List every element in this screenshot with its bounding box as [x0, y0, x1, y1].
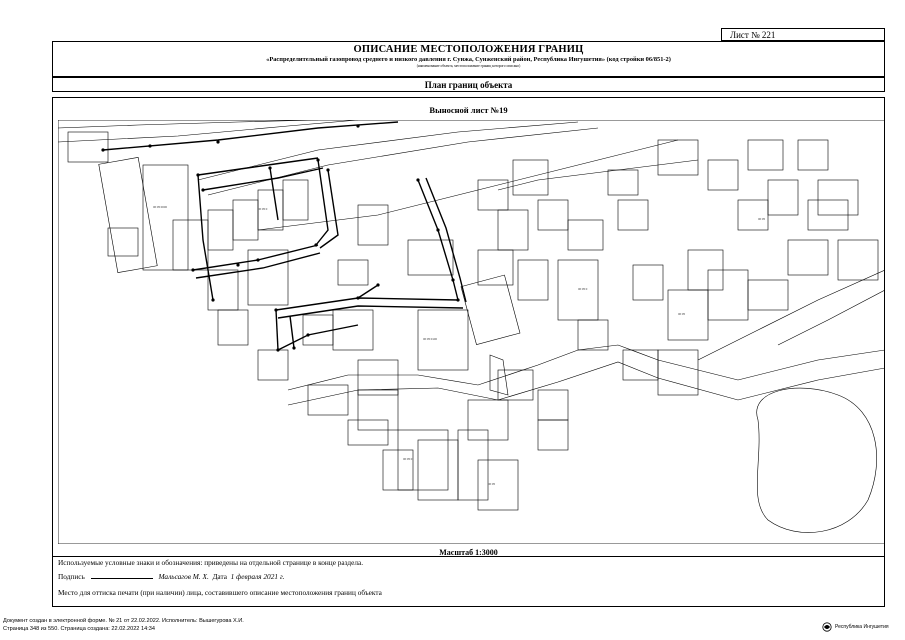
object-name: «Распределительный газопровод среднего и низкого давления г. Сунжа, Сунженский район, Республика Ингушетия» (код стройки 06/851-2) [266, 56, 671, 63]
meta-line-2: Страница 348 из 550. Страница создана: 22.02.2022 14:34 [3, 626, 155, 632]
legend-note: Используемые условные знаки и обозначения: приведены на отдельной странице в конце раздела. [58, 558, 364, 567]
object-caption: (наименование объекта, местоположение границ которого описано) [416, 64, 521, 68]
svg-text:06:05: 06:05 [488, 482, 495, 486]
header-block [52, 41, 885, 77]
footer-logo [822, 622, 889, 632]
svg-text:06:05: 06:05 [678, 312, 685, 316]
date-label: Дата [212, 572, 227, 581]
map-scale: Масштаб 1:3000 [439, 548, 498, 557]
signature-blank [91, 570, 153, 579]
document-title: ОПИСАНИЕ МЕСТОПОЛОЖЕНИЯ ГРАНИЦ [353, 44, 584, 55]
svg-text:06:05:0: 06:05:0 [258, 207, 268, 211]
signature-label: Подпись [58, 572, 85, 581]
svg-text:06:05:0000: 06:05:0000 [153, 205, 167, 209]
boundary-map [58, 120, 885, 544]
signer-name: Мальсагов М. Х. [158, 572, 209, 581]
logo-text: Республика Ингушетия [835, 624, 889, 630]
stamp-note: Место для оттиска печати (при наличии) лица, составившего описание местоположения границ объекта [58, 588, 382, 597]
map-sheet-caption: Выносной лист №19 [429, 105, 508, 115]
footer-divider [52, 556, 885, 557]
document-meta [3, 617, 244, 633]
emblem-icon [822, 622, 832, 632]
svg-text:06:05:0: 06:05:0 [578, 287, 588, 291]
sheet-number: Лист № 221 [721, 28, 885, 41]
signature-line [58, 570, 284, 581]
plan-subtitle: План границ объекта [52, 77, 885, 92]
date-value: 1 февраля 2021 г. [230, 572, 285, 581]
meta-line-1: Документ создан в электронной форме. № 21 от 22.02.2022. Исполнитель: Вышегурова Х.И. [3, 618, 244, 624]
svg-text:06:05:0100: 06:05:0100 [423, 337, 437, 341]
svg-text:06:05: 06:05 [758, 217, 765, 221]
svg-text:06:05:0: 06:05:0 [403, 457, 413, 461]
